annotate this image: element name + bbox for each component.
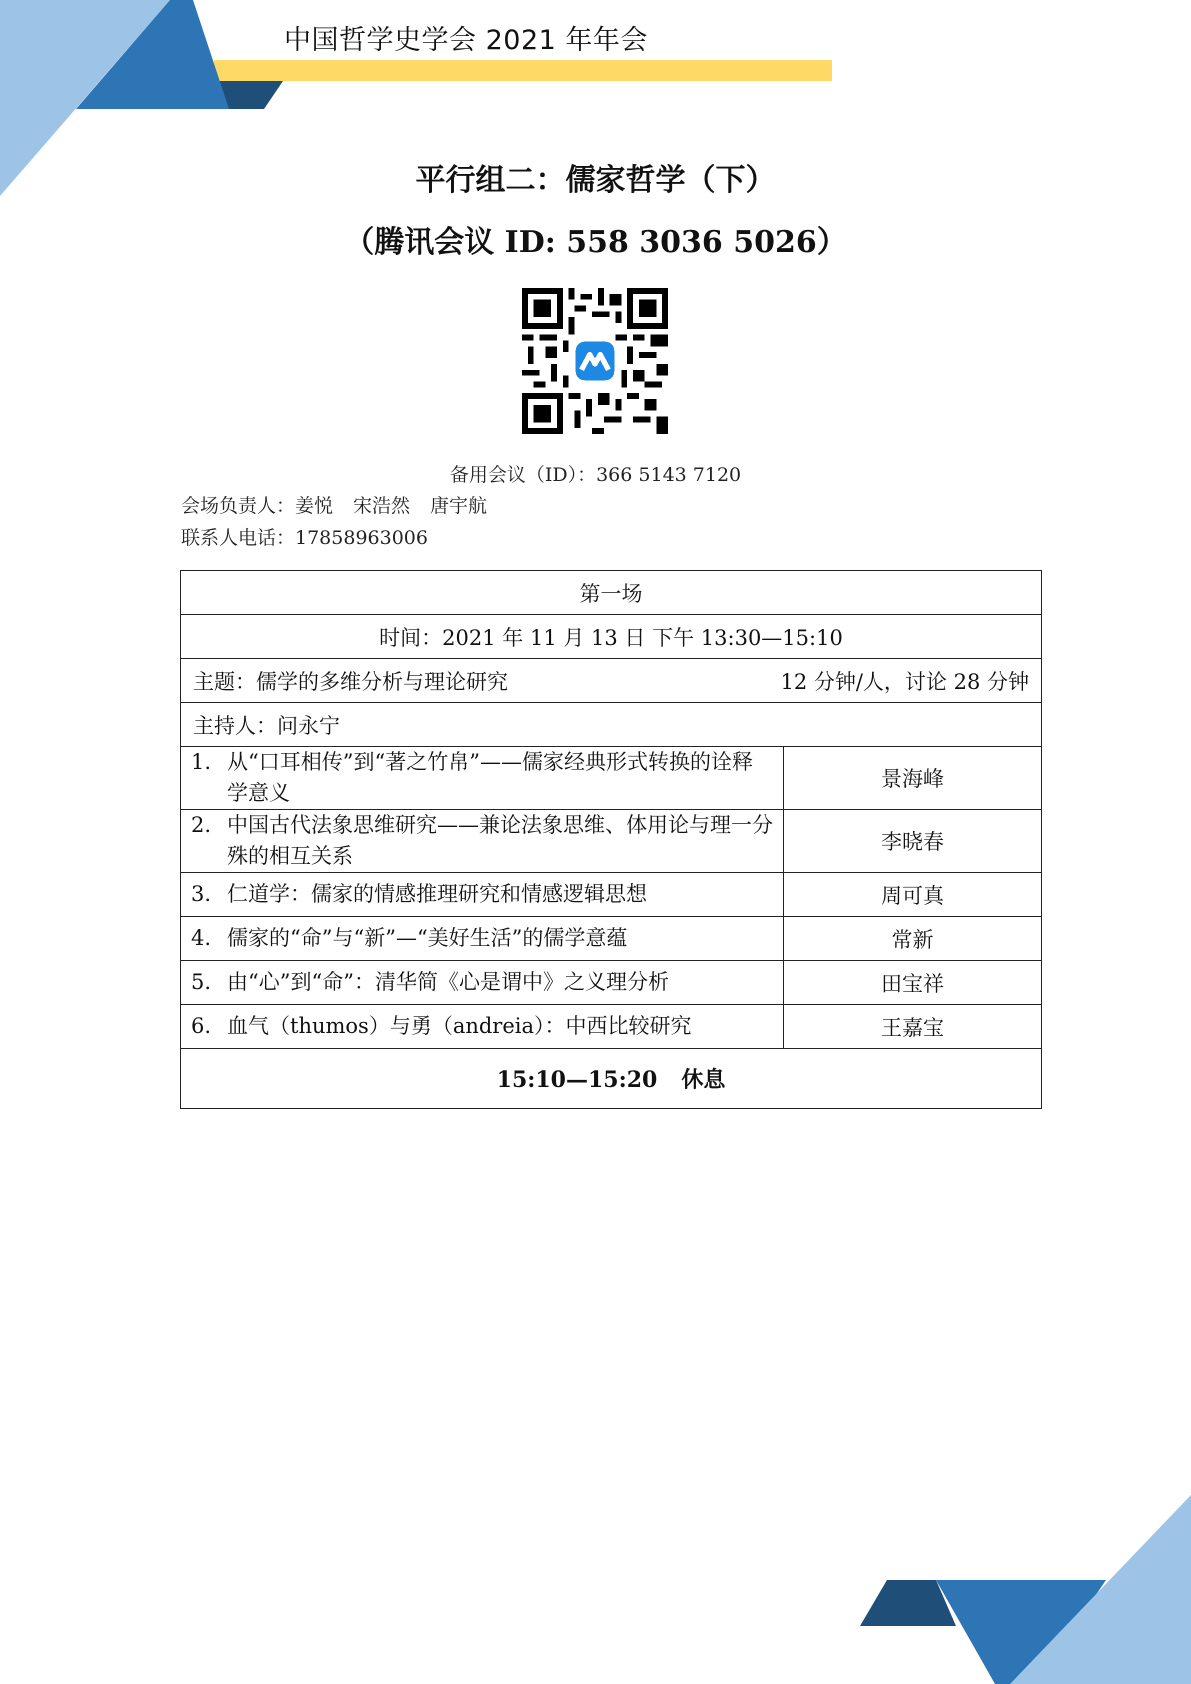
talk-number: 3. <box>191 882 212 906</box>
talk-title: 从“口耳相传”到“著之竹帛”——儒家经典形式转换的诠释学意义 <box>227 750 753 805</box>
deco-bottom-dark-bar <box>860 1580 956 1626</box>
talk-title: 儒家的“命”与“新”—“美好生活”的儒学意蕴 <box>227 926 628 950</box>
conference-title: 中国哲学史学会 2021 年年会 <box>284 25 648 56</box>
talk-row <box>181 1005 1042 1049</box>
talk-row <box>181 873 1042 917</box>
venue-person: 姜悦 <box>295 495 334 517</box>
deco-top-yellow-bar <box>214 60 832 81</box>
talk-row <box>181 917 1042 961</box>
session-host: 主持人：问永宁 <box>181 703 1042 747</box>
time-row <box>181 615 1042 659</box>
talk-row <box>181 810 1042 873</box>
deco-bottom-blue-shape <box>936 1580 1106 1684</box>
theme-row <box>181 659 1042 703</box>
session-theme: 主题：儒学的多维分析与理论研究 <box>193 669 508 694</box>
schedule-table <box>180 570 1042 1109</box>
talk-speaker: 景海峰 <box>784 747 1042 810</box>
talk-speaker: 田宝祥 <box>784 961 1042 1005</box>
session-name: 第一场 <box>181 571 1042 615</box>
talk-speaker: 李晓春 <box>784 810 1042 873</box>
session-time: 时间：2021 年 11 月 13 日 下午 13:30—15:10 <box>181 615 1042 659</box>
talk-title: 中国古代法象思维研究——兼论法象思维、体用论与理一分殊的相互关系 <box>227 813 773 868</box>
talk-number: 1. <box>191 750 212 774</box>
deco-top-blue-triangle <box>76 0 229 109</box>
venue-label: 会场负责人： <box>181 495 296 517</box>
group-title: 平行组二：儒家哲学（下） <box>415 163 776 198</box>
deco-top-dark-bar <box>214 81 283 109</box>
session-format: 12 分钟/人，讨论 28 分钟 <box>780 669 1029 694</box>
talk-number: 4. <box>191 926 212 950</box>
talk-number: 5. <box>191 970 212 994</box>
qr-code[interactable] <box>522 288 668 434</box>
talk-title: 仁道学：儒家的情感推理研究和情感逻辑思想 <box>227 882 647 906</box>
talk-number: 2. <box>191 813 212 837</box>
host-row <box>181 703 1042 747</box>
talk-number: 6. <box>191 1014 212 1038</box>
talk-speaker: 周可真 <box>784 873 1042 917</box>
break-label: 休息 <box>681 1067 726 1093</box>
talk-row <box>181 747 1042 810</box>
venue-person: 唐宇航 <box>430 495 488 517</box>
deco-bottom-light-triangle <box>1010 1495 1191 1684</box>
venue-managers <box>181 491 487 518</box>
contact-phone: 联系人电话：17858963006 <box>181 527 428 549</box>
backup-meeting-id: 备用会议（ID）：366 5143 7120 <box>449 464 742 486</box>
talk-title: 由“心”到“命”：清华简《心是谓中》之义理分析 <box>227 970 669 994</box>
break-row <box>181 1049 1042 1109</box>
talk-title: 血气（thumos）与勇（andreia）：中西比较研究 <box>227 1014 692 1038</box>
talk-speaker: 常新 <box>784 917 1042 961</box>
session-name-row <box>181 571 1042 615</box>
meeting-id-line: （腾讯会议 ID: 558 3036 5026） <box>344 225 847 260</box>
venue-person: 宋浩然 <box>353 495 411 517</box>
break-time: 15:10—15:20 <box>496 1067 658 1093</box>
talk-row <box>181 961 1042 1005</box>
talk-speaker: 王嘉宝 <box>784 1005 1042 1049</box>
